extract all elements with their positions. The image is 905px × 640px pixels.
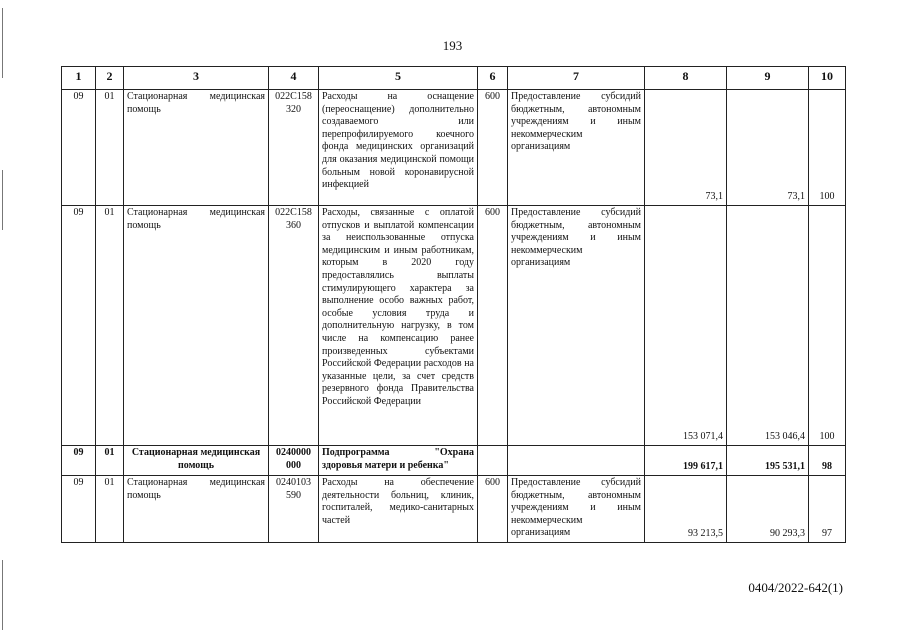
expense-type: 600 — [478, 90, 508, 206]
expense-type-name: Предоставление субсидий бюджетным, автономным учреждениям и иным некоммерческим организациям — [508, 206, 645, 446]
amount-planned: 93 213,5 — [645, 476, 727, 543]
amount-executed: 90 293,3 — [727, 476, 809, 543]
section-code: 09 — [62, 206, 96, 446]
subsection-code: 01 — [96, 206, 124, 446]
article-name: Расходы на обеспечение деятельности больниц, клиник, госпиталей, медико-санитарных частей — [319, 476, 478, 543]
article-name: Расходы, связанные с оплатой отпусков и выплатой компенсации за неиспользованные отпуска медицинским и иным работникам, которым в 2020 году предоставлялись выплаты стимулирующего характера за выполнение особо важных работ, особые условия труда и дополнительную нагрузку, в том числе на компенсацию ранее произведенных субъектами Российской Федерации расходов на указанные цели, за счет средств резервного фонда Правительства Российской Федерации — [319, 206, 478, 446]
amount-planned: 199 617,1 — [645, 446, 727, 476]
table-row — [62, 90, 846, 206]
target-article: 022С158 360 — [269, 206, 319, 446]
table-row — [62, 446, 846, 476]
subsection-name: Стационарная медицинская помощь — [124, 90, 269, 206]
amount-planned: 73,1 — [645, 90, 727, 206]
column-header: 5 — [319, 67, 478, 90]
execution-percent: 97 — [809, 476, 846, 543]
subsection-code: 01 — [96, 446, 124, 476]
amount-executed: 73,1 — [727, 90, 809, 206]
subsection-name: Стационарная медицинская помощь — [124, 446, 269, 476]
target-article: 0240000 000 — [269, 446, 319, 476]
expense-type-name: Предоставление субсидий бюджетным, автономным учреждениям и иным некоммерческим организациям — [508, 90, 645, 206]
expense-type-name — [508, 446, 645, 476]
execution-percent: 98 — [809, 446, 846, 476]
document-code: 0404/2022-642(1) — [748, 580, 843, 595]
page-number: 193 — [442, 38, 463, 53]
section-code: 09 — [62, 446, 96, 476]
column-header: 3 — [124, 67, 269, 90]
column-header: 1 — [62, 67, 96, 90]
column-header: 9 — [727, 67, 809, 90]
subsection-name: Стационарная медицинская помощь — [124, 206, 269, 446]
target-article: 022С158 320 — [269, 90, 319, 206]
column-header: 6 — [478, 67, 508, 90]
header-row — [62, 67, 846, 90]
column-header: 2 — [96, 67, 124, 90]
table-row — [62, 476, 846, 543]
target-article: 0240103 590 — [269, 476, 319, 543]
amount-planned: 153 071,4 — [645, 206, 727, 446]
margin-mark — [2, 170, 3, 230]
article-name: Расходы на оснащение (переоснащение) дополнительно создаваемого или перепрофилируемого коечного фонда медицинских организаций для оказания медицинской помощи больным новой коронавирусной инфекцией — [319, 90, 478, 206]
margin-mark — [2, 560, 3, 630]
section-code: 09 — [62, 476, 96, 543]
expense-type: 600 — [478, 206, 508, 446]
column-header: 7 — [508, 67, 645, 90]
column-header: 4 — [269, 67, 319, 90]
subsection-name: Стационарная медицинская помощь — [124, 476, 269, 543]
execution-percent: 100 — [809, 90, 846, 206]
column-header: 8 — [645, 67, 727, 90]
amount-executed: 153 046,4 — [727, 206, 809, 446]
expense-type-name: Предоставление субсидий бюджетным, автономным учреждениям и иным некоммерческим организациям — [508, 476, 645, 543]
execution-percent: 100 — [809, 206, 846, 446]
article-name: Подпрограмма "Охрана здоровья матери и ребенка" — [319, 446, 478, 476]
expense-type: 600 — [478, 476, 508, 543]
amount-executed: 195 531,1 — [727, 446, 809, 476]
subsection-code: 01 — [96, 90, 124, 206]
section-code: 09 — [62, 90, 96, 206]
subsection-code: 01 — [96, 476, 124, 543]
column-header: 10 — [809, 67, 846, 90]
table-row — [62, 206, 846, 446]
expense-type — [478, 446, 508, 476]
budget-table — [61, 66, 846, 543]
